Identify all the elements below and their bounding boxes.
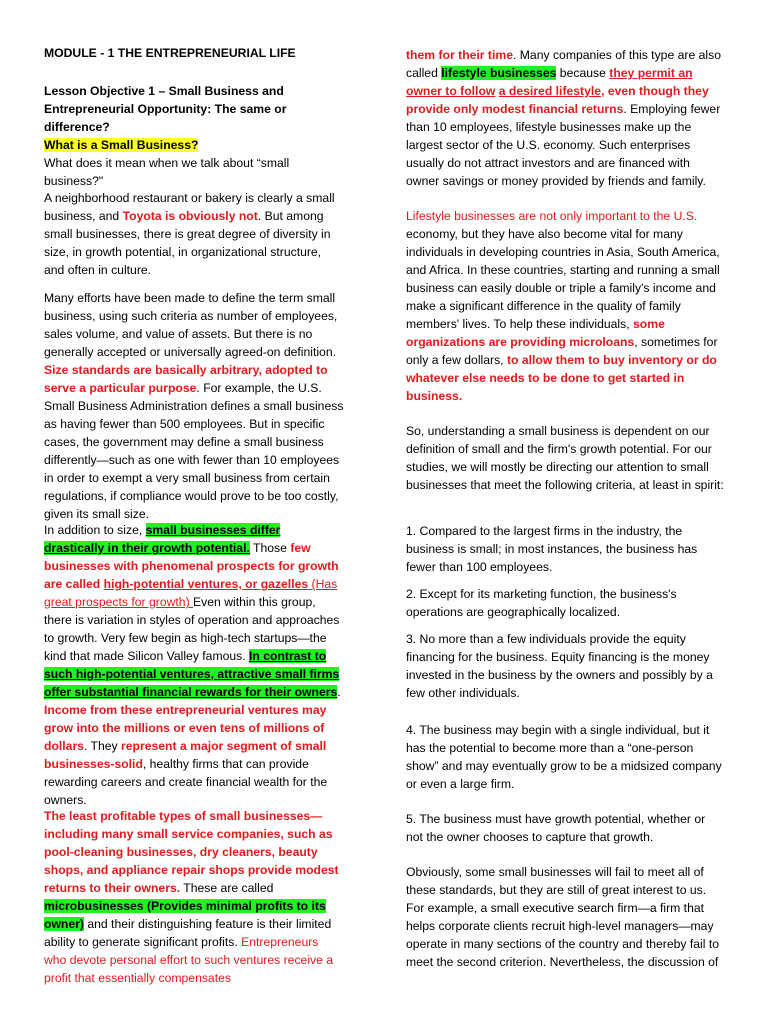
- text-run: The least profitable types of small businesses—including many small service companies, such as pool-cleaning businesses, dry cleaners, beauty shops, and appliance repair shops provide modest returns to their owners.: [44, 809, 339, 895]
- paragraph: [406, 207, 724, 405]
- text-run: . Many companies of this type are also called: [406, 48, 721, 80]
- text-run: In contrast to such high-potential ventures, attractive small firms offer substantial financial rewards for their owners: [44, 649, 340, 699]
- text-run: Income from these entrepreneurial ventures may grow into the millions or even tens of millions of dollars: [44, 703, 327, 753]
- text-run: In addition to size,: [44, 523, 146, 537]
- text-run: because: [556, 66, 610, 80]
- text-run: economy, but they have also become vital for many individuals in developing countries in Asia, South America, and Africa. In these countries, starting and running a small business can easily double or triple a family's income and make a significant difference in the quality of family members' lives. To help these individuals,: [406, 227, 720, 331]
- lesson-objective: Lesson Objective 1 – Small Business and Entrepreneurial Opportunity: The same or difference?: [44, 84, 287, 134]
- text-run: and their distinguishing feature is their limited ability to generate significant profits.: [44, 917, 332, 949]
- paragraph: [44, 807, 344, 987]
- criterion-5: 5. The business must have growth potential, whether or not the owner chooses to capture that growth.: [406, 812, 706, 844]
- criterion-2: 2. Except for its marketing function, the business's operations are geographically localized.: [406, 587, 677, 619]
- text-run: they permit an owner to follow: [406, 66, 693, 98]
- text-run: to allow them to buy inventory or do whatever else needs to be done to get started in business.: [406, 353, 717, 403]
- text-run: , healthy firms that can provide rewarding careers and create financial wealth for the owners.: [44, 757, 328, 807]
- section-question: What does it mean when we talk about “small business?": [44, 156, 290, 188]
- text-run: Size standards are basically arbitrary, adopted to serve a particular purpose: [44, 363, 328, 395]
- text-run: some organizations are providing microloans: [406, 317, 665, 349]
- criterion-4: 4. The business may begin with a single individual, but it has the potential to become more than a “one-person show” and may eventually grow to be a midsized company or even a large firm.: [406, 723, 722, 791]
- text-run: . For example, the U.S. Small Business Administration defines a small business as having fewer than 500 employees. But in specific cases, the government may define a small business differently—such as one with fewer than 10 employees in order to exempt a very small business from certain regulations, if compliance would prove to be too costly, given its small size.: [44, 381, 344, 521]
- text-run: lifestyle businesses: [441, 66, 557, 80]
- text-run: , sometimes for only a few dollars,: [406, 335, 718, 367]
- paragraph: [44, 289, 344, 523]
- section-heading-block: [44, 136, 344, 190]
- section-heading: What is a Small Business?: [44, 138, 199, 152]
- paragraph: [406, 46, 724, 190]
- text-run: Many efforts have been made to define the term small business, using such criteria as number of employees, sales volume, and value of assets. But there is no generally accepted or universally agreed-on definition.: [44, 291, 338, 359]
- paragraph: [44, 521, 344, 809]
- text-run: high-potential ventures, or gazelles: [103, 577, 309, 591]
- paragraph: Obviously, some small businesses will fail to meet all of these standards, but they are still of great interest to us. For example, a small executive search firm—a firm that helps corporate clients recruit high-level managers—may operate in many sections of the country and thereby fail to meet the second criterion. Nevertheless, the discussion of: [406, 865, 719, 969]
- text-run: a desired lifestyle: [498, 84, 602, 98]
- text-run: . Employing fewer than 10 employees, lifestyle businesses make up the largest sector of the U.S. economy. Such enterprises usually do not attract investors and are financed with owner savings or money provided by friends and family.: [406, 102, 721, 188]
- paragraph: So, understanding a small business is dependent on our definition of small and the firm's growth potential. For our studies, we will mostly be directing our attention to small businesses that meet the following criteria, at least in spirit:: [406, 424, 724, 492]
- module-title: MODULE - 1 THE ENTREPRENEURIAL LIFE: [44, 46, 296, 60]
- text-run: . But among small businesses, there is great degree of diversity in size, in growth potential, in organizational structure, and often in culture.: [44, 209, 331, 277]
- text-run: .: [337, 685, 341, 699]
- text-run: (Has great prospects for growth): [44, 577, 338, 609]
- text-run: Even within this group, there is variation in styles of operation and approaches to growth. Very few begin as high-tech startups—the kind that made Silicon Valley famous.: [44, 595, 340, 663]
- text-run: them for their time: [406, 48, 513, 62]
- text-run: microbusinesses (Provides minimal profits to its owner): [44, 899, 326, 931]
- text-run: small businesses differ drastically in their growth potential.: [44, 523, 281, 555]
- text-run: few businesses with phenomenal prospects for growth are called: [44, 541, 339, 591]
- text-run: . They: [83, 739, 122, 753]
- text-run: represent a major segment of small businesses-solid: [44, 739, 327, 771]
- text-run: Toyota is obviously not: [122, 209, 258, 223]
- text-run: Those: [249, 541, 291, 555]
- text-run: Lifestyle businesses are not only important to the U.S.: [406, 209, 698, 223]
- criterion-1: 1. Compared to the largest firms in the industry, the business is small; in most instances, the business has fewer than 100 employees.: [406, 524, 698, 574]
- criterion-3: 3. No more than a few individuals provide the equity financing for the business. Equity financing is the money invested in the business by the owners and possibly by a few other individuals.: [406, 632, 713, 700]
- text-run: These are called: [180, 881, 274, 895]
- text-run: , even though they provide only modest financial returns: [406, 84, 709, 116]
- paragraph: [44, 189, 344, 279]
- text-run: Entrepreneurs who devote personal effort to such ventures receive a profit that essentially compensates: [44, 935, 334, 985]
- text-run: A neighborhood restaurant or bakery is clearly a small business, and: [44, 191, 335, 223]
